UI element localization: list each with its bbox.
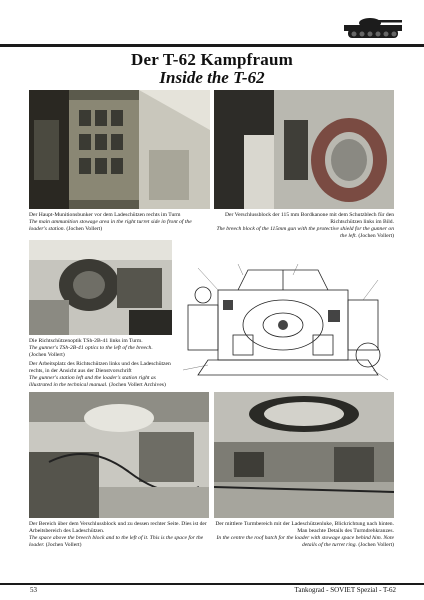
caption-turret-centre xyxy=(212,521,394,549)
photo-breech-block xyxy=(214,90,394,209)
photo-credit: (Jochen Vollert) xyxy=(66,226,103,233)
photo-credit: (Jochen Vollert) xyxy=(29,352,65,359)
photo-credit: (Jochen Vollert) xyxy=(358,233,394,240)
footer-rule xyxy=(0,583,424,585)
caption-loader-space xyxy=(29,521,211,549)
page-number: 53 xyxy=(30,586,37,594)
caption-gunner-optics xyxy=(29,338,174,359)
caption-german: Der Haupt-Munitionsbunker vor dem Ladeschützen rechts im Turm xyxy=(29,212,181,218)
photo-gunner-optics xyxy=(29,240,172,335)
page-title-english: Inside the T-62 xyxy=(159,68,265,87)
photo-ammunition-stowage xyxy=(29,90,210,209)
caption-english: The gunner's TSh-2B-41 optics to the left of the breech. xyxy=(29,345,153,352)
caption-english: The space above the breech block and to the left of it. This is the space for the loader. xyxy=(29,535,204,549)
caption-breech-block xyxy=(212,212,394,240)
caption-german: Der Verschlussblock der 115 mm Bordkanone mit dem Schutzblech für den Richtschützen links im Bild. xyxy=(224,212,394,226)
photo-credit: (Jochen Vollert) xyxy=(45,542,82,549)
publication-title: Tankograd - SOVIET Spezial - T-62 xyxy=(294,586,396,594)
caption-english: The main ammunition stowage area in the right turret side in front of the loader's station. xyxy=(29,219,192,233)
diagram-technical-manual xyxy=(178,260,394,388)
caption-ammunition-stowage xyxy=(29,212,211,233)
header-rule xyxy=(0,44,424,47)
caption-english: The breech block of the 115mm gun with the protective shield for the gunner on the left. xyxy=(216,226,394,240)
caption-german: Der Bereich über dem Verschlussblock und zu dessen rechter Seite. Dies ist der Arbeitsbereich des Ladeschützen. xyxy=(29,521,207,535)
photo-credit: (Jochen Vollert Archives) xyxy=(108,382,166,389)
tank-silhouette-icon xyxy=(342,12,404,42)
caption-english: In the centre the roof hatch for the loader with stowage space behind him. Note details of the turret ring. xyxy=(216,535,394,549)
caption-technical-manual xyxy=(29,361,177,389)
caption-german: Die Richtschützenoptik TSh-2B-41 links im Turm. xyxy=(29,338,143,344)
page-title-german: Der T-62 Kampfraum xyxy=(131,50,293,69)
photo-credit: (Jochen Vollert) xyxy=(358,542,394,549)
photo-loader-space xyxy=(29,392,209,518)
caption-german: Der mittlere Turmbereich mit der Ladeschützenluke, Blickrichtung nach hinten. Man beachte Details des Turmdrehkranzes. xyxy=(215,521,394,535)
caption-english: The gunner's station left and the loader's station right as illustrated in the technical manual. xyxy=(29,375,156,389)
caption-german: Der Arbeitsplatz des Richtschützen links und des Ladeschützen rechts, in der Ansicht aus der Dienstvorschrift xyxy=(29,361,171,375)
photo-turret-centre xyxy=(214,392,394,518)
